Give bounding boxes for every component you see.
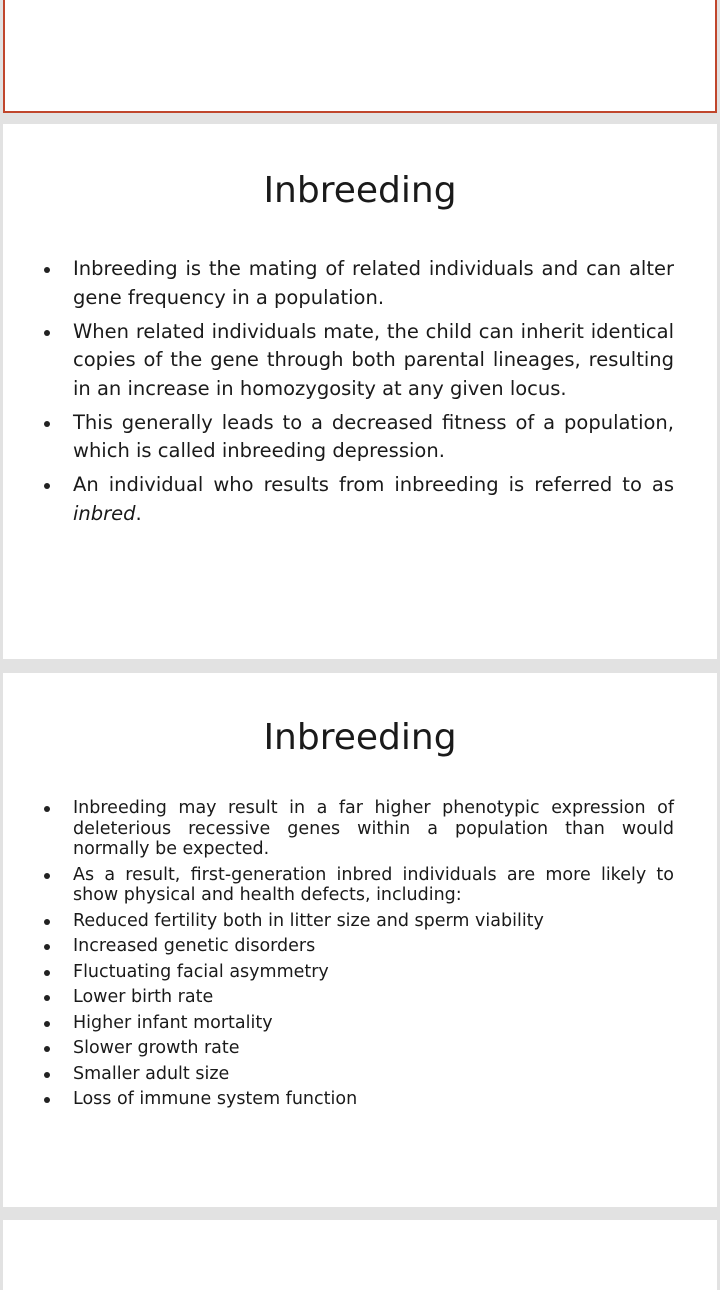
- bullet-dot-icon: [44, 267, 50, 273]
- bullet-item: Reduced fertility both in litter size and sperm viability: [3, 911, 717, 932]
- bullet-dot-icon: [44, 483, 50, 489]
- bullet-dot-icon: [44, 421, 50, 427]
- slide-title: Inbreeding: [263, 170, 457, 211]
- bullet-item: When related individuals mate, the child can inherit identical copies of the gene through both parental lineages, resulting in an increase in homozygosity at any given locus.: [3, 318, 717, 404]
- bullet-dot-icon: [44, 330, 50, 336]
- bullet-item: As a result, first-generation inbred individuals are more likely to show physical and health defects, including:: [3, 865, 717, 906]
- slide-title: Inbreeding: [263, 717, 457, 758]
- bullet-dot-icon: [44, 1021, 50, 1027]
- bullet-item: An individual who results from inbreeding is referred to as inbred.: [3, 471, 717, 528]
- bullet-list: [3, 798, 717, 1115]
- bullet-dot-icon: [44, 1046, 50, 1052]
- bullet-dot-icon: [44, 1072, 50, 1078]
- italic-term: inbred: [73, 501, 136, 525]
- bullet-dot-icon: [44, 806, 50, 812]
- bullet-dot-icon: [44, 873, 50, 879]
- bullet-dot-icon: [44, 1097, 50, 1103]
- bullet-item: Slower growth rate: [3, 1038, 717, 1059]
- bullet-list: [3, 255, 717, 534]
- bullet-item: Higher infant mortality: [3, 1013, 717, 1034]
- bullet-item: Inbreeding is the mating of related individuals and can alter gene frequency in a population.: [3, 255, 717, 312]
- bullet-item: Lower birth rate: [3, 987, 717, 1008]
- bullet-item: Smaller adult size: [3, 1064, 717, 1085]
- bullet-item: This generally leads to a decreased fitness of a population, which is called inbreeding depression.: [3, 409, 717, 466]
- bullet-item: Loss of immune system function: [3, 1089, 717, 1110]
- slide-inbreeding-effects: [3, 673, 717, 1207]
- bullet-dot-icon: [44, 944, 50, 950]
- bullet-dot-icon: [44, 995, 50, 1001]
- bullet-item: Fluctuating facial asymmetry: [3, 962, 717, 983]
- slide-inbreeding-definition: [3, 124, 717, 659]
- slide-top-partial: [3, 0, 717, 113]
- bullet-item: Inbreeding may result in a far higher phenotypic expression of deleterious recessive genes within a population than would normally be expected.: [3, 798, 717, 860]
- bullet-dot-icon: [44, 919, 50, 925]
- bullet-item: Increased genetic disorders: [3, 936, 717, 957]
- bullet-dot-icon: [44, 970, 50, 976]
